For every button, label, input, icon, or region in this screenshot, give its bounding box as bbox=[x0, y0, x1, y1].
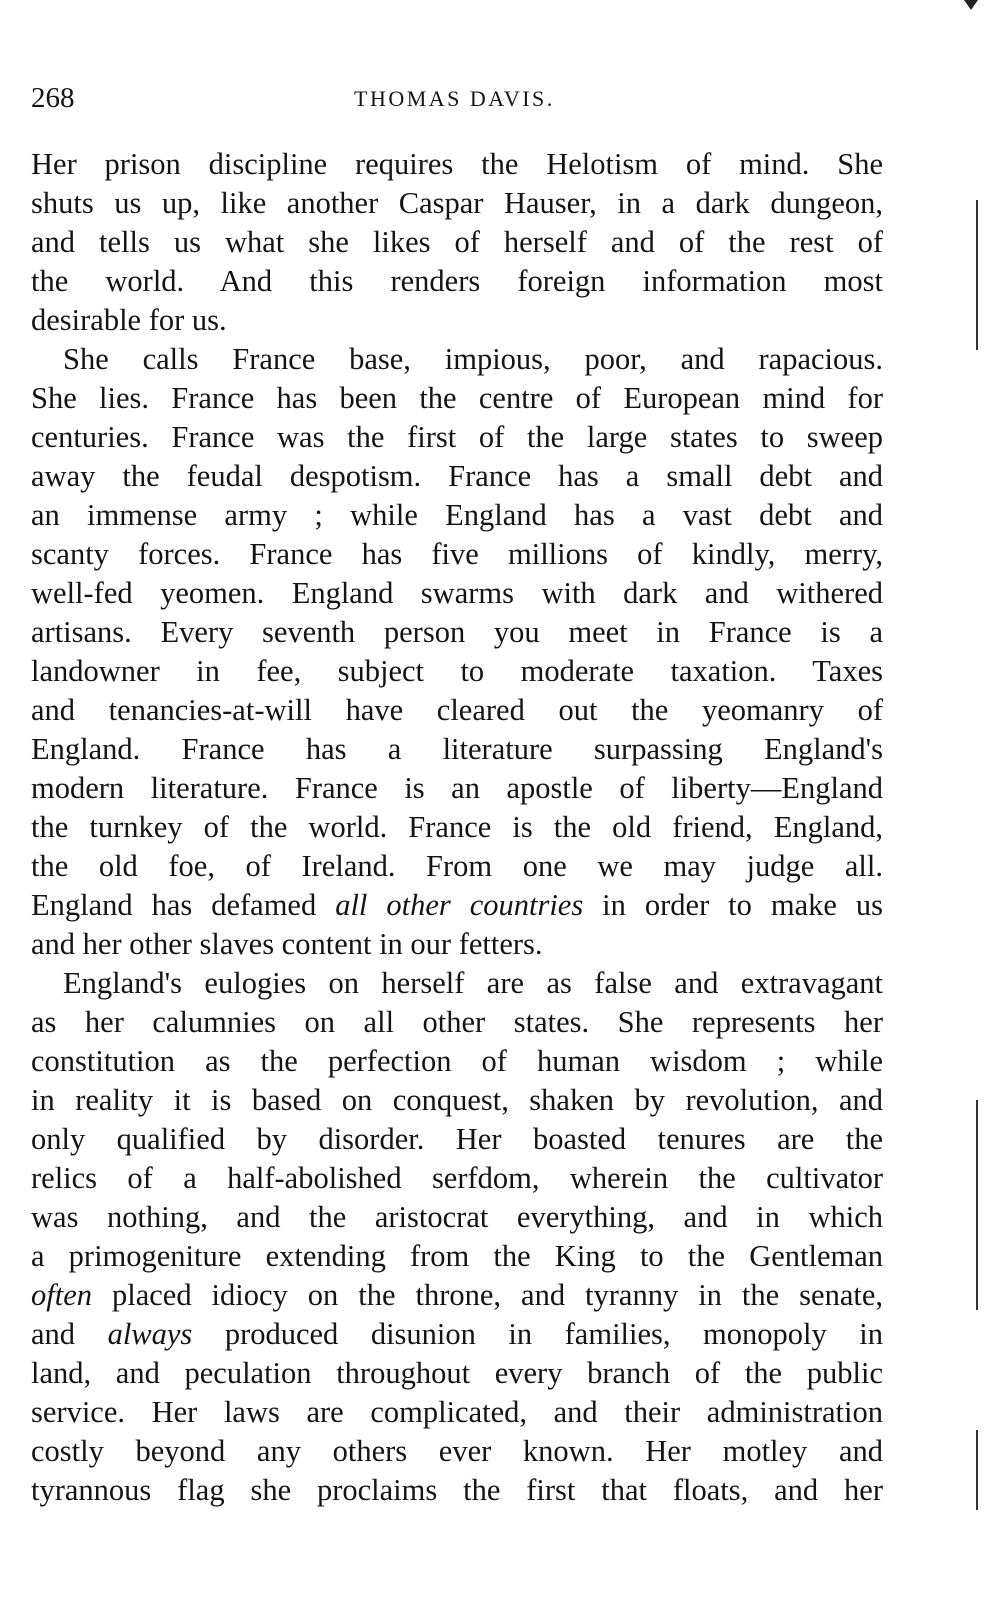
running-head bbox=[31, 82, 883, 122]
text-line: England's eulogies on herself are as false and extravagant bbox=[63, 966, 883, 1000]
text-line: She calls France base, impious, poor, and rapacious. bbox=[63, 342, 883, 376]
text-line: scanty forces. France has five millions of kindly, merry, bbox=[31, 537, 883, 571]
text-line: land, and peculation throughout every branch of the public bbox=[31, 1356, 883, 1390]
page-content bbox=[31, 82, 883, 1510]
text-line bbox=[31, 886, 883, 925]
text-line: the turnkey of the world. France is the old friend, England, bbox=[31, 810, 883, 844]
text-line: artisans. Every seventh person you meet in France is a bbox=[31, 615, 883, 649]
text-run: in order to make us bbox=[583, 888, 884, 922]
text-line: modern literature. France is an apostle of liberty—England bbox=[31, 771, 883, 805]
arrow-down-icon bbox=[964, 0, 978, 10]
text-line: She lies. France has been the centre of European mind for bbox=[31, 381, 883, 415]
text-line bbox=[31, 1276, 883, 1315]
margin-marks bbox=[960, 0, 1000, 1622]
text-line: relics of a half-abolished serfdom, wherein the cultivator bbox=[31, 1161, 883, 1195]
text-line: and tenancies-at-will have cleared out the yeomanry of bbox=[31, 693, 883, 727]
text-line: a primogeniture extending from the King to the Gentleman bbox=[31, 1239, 883, 1273]
text-line: desirable for us. bbox=[31, 303, 227, 337]
text-line: only qualified by disorder. Her boasted tenures are the bbox=[31, 1122, 883, 1156]
text-line: the old foe, of Ireland. From one we may judge all. bbox=[31, 849, 883, 883]
text-line bbox=[31, 1315, 883, 1354]
text-line: shuts us up, like another Caspar Hauser, in a dark dungeon, bbox=[31, 186, 883, 220]
margin-rule bbox=[976, 1100, 978, 1310]
text-line: constitution as the perfection of human wisdom ; while bbox=[31, 1044, 883, 1078]
text-line: and tells us what she likes of herself and of the rest of bbox=[31, 225, 883, 259]
text-line: an immense army ; while England has a vast debt and bbox=[31, 498, 883, 532]
text-line: centuries. France was the first of the large states to sweep bbox=[31, 420, 883, 454]
text-line: as her calumnies on all other states. She represents her bbox=[31, 1005, 883, 1039]
running-title: THOMAS DAVIS. bbox=[354, 86, 555, 111]
margin-rule bbox=[976, 200, 978, 350]
text-line: away the feudal despotism. France has a small debt and bbox=[31, 459, 883, 493]
text-line: Her prison discipline requires the Helotism of mind. She bbox=[31, 147, 883, 181]
text-line: costly beyond any others ever known. Her motley and bbox=[31, 1434, 883, 1468]
paragraph-3 bbox=[31, 964, 883, 1510]
text-line: well-fed yeomen. England swarms with dark and withered bbox=[31, 576, 883, 610]
text-line: the world. And this renders foreign information most bbox=[31, 264, 883, 298]
text-run: produced disunion in families, monopoly in bbox=[192, 1317, 883, 1351]
text-line: service. Her laws are complicated, and their administration bbox=[31, 1395, 883, 1429]
text-run: and bbox=[31, 1317, 108, 1351]
text-line: England. France has a literature surpassing England's bbox=[31, 732, 883, 766]
page-number: 268 bbox=[31, 82, 75, 114]
text-run: England has defamed bbox=[31, 888, 336, 922]
text-run: placed idiocy on the throne, and tyranny in the senate, bbox=[92, 1278, 883, 1312]
paragraph-2 bbox=[31, 340, 883, 964]
text-line: was nothing, and the aristocrat everything, and in which bbox=[31, 1200, 883, 1234]
text-line: landowner in fee, subject to moderate taxation. Taxes bbox=[31, 654, 883, 688]
margin-rule bbox=[976, 1430, 978, 1510]
text-line: tyrannous flag she proclaims the first that floats, and her bbox=[31, 1473, 883, 1507]
italic-word: often bbox=[31, 1278, 92, 1312]
italic-phrase: all other countries bbox=[335, 888, 584, 922]
text-line: in reality it is based on conquest, shaken by revolution, and bbox=[31, 1083, 883, 1117]
paragraph-1 bbox=[31, 145, 883, 340]
text-line: and her other slaves content in our fetters. bbox=[31, 927, 543, 961]
italic-word: always bbox=[107, 1317, 193, 1351]
